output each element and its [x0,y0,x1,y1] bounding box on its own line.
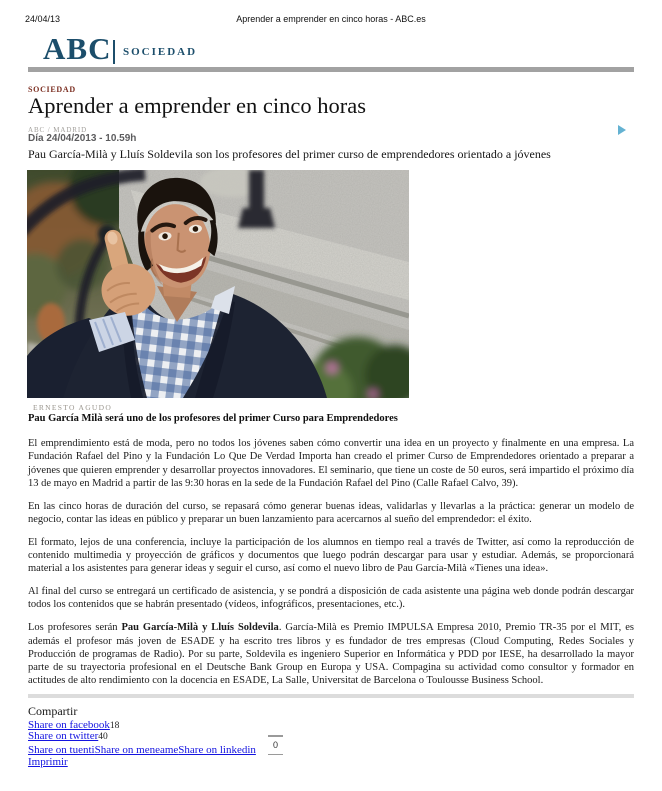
facebook-count: 18 [109,721,120,731]
professors-names: Pau García-Milà y Lluís Soldevila [121,622,279,634]
standfirst: Pau García-Milà y Lluís Soldevila son los profesores del primer curso de emprendedores orientado a jóvenes [28,147,551,161]
article-photo [27,170,409,398]
share-linkedin-link[interactable]: Share on linkedin [178,744,256,756]
article-body [28,437,634,697]
share-meneame-link[interactable]: Share on meneame [94,744,179,756]
share-twitter-link[interactable]: Share on twitter [28,730,99,742]
byline: ABC / MADRID [28,126,88,134]
abc-logo[interactable]: ABC [43,31,112,66]
photo-credit: ERNESTO AGUDO [33,403,113,412]
print-header-title: Aprender a emprender en cinco horas - ABC.es [236,14,426,24]
masthead-section-label: SOCIEDAD [123,46,198,58]
share-facebook-link[interactable]: Share on facebook [28,719,110,731]
body-paragraph: Al final del curso se entregará un certificado de asistencia, y se pondrá a disposición de cada asistente una página web donde podrán descargar todos los contenidos que se habrán presentado (vídeos, infográficos, presentaciones, etc.). [28,586,634,611]
share-twitter-row [28,731,108,743]
final-paragraph-prefix: Los profesores serán [28,622,122,634]
print-header-date: 24/04/13 [25,14,61,24]
masthead-rule [28,67,634,72]
share-label: Compartir [28,704,78,718]
share-tuenti-link[interactable]: Share on tuenti [28,744,95,756]
body-paragraph: El formato, lejos de una conferencia, incluye la participación de los alumnos en tiempo real a través de Twitter, así como la reproducción de contenido multimedia y proyección de gráficos y documentos que luego podrán descargar para usar y estudiar. Además, se proporcionará material a los asistentes para generar ideas y seguir el curso, así como el nuevo libro de Pau García-Milà «Tienes una idea». [28,536,634,575]
final-paragraph-rest: . García-Milà es Premio IMPULSA Empresa 2010, Premio TR-35 por el MIT, es además el profesor más joven de ESADE y ha escrito tres libros y es fundador de tres empresas (Cloud Computing, Redes Sociales y Producción de programas de Radio). Por su parte, Soldevila es ingeniero Superior en Informática y PDD por IESE, ha desarrollado la mayor parte de su trayectoria profesional en el Deutsche Bank Group en Europa y USA. Compagina su actividad como consultor y formador en actitudes de alto rendimiento con la docencia en ESADE, La Salle, Universitat de Barcelona o Toulousse Business School. [28,622,634,687]
print-link[interactable]: Imprimir [28,756,68,768]
twitter-count: 40 [98,732,108,742]
adchoices-icon[interactable] [618,125,626,135]
dateline: Día 24/04/2013 - 10.59h [28,133,137,144]
print-row [28,757,68,768]
share-other-row [28,745,256,756]
body-paragraph [28,621,634,687]
body-paragraph: El emprendimiento está de moda, pero no todos los jóvenes saben cómo convertir una idea en un proyecto y finalmente en una empresa. La Fundación Rafael del Pino y la Fundación Lo Que De Verdad Importa han creado el primer Curso de Emprendedores orientado a preparar a jóvenes que quieren emprender y desarrollar proyectos innovadores. El seminario, que tiene un coste de 50 euros, será impartido el próximo día 13 de mayo en Madrid a partir de las 9:30 horas en la sede de la Fundación Rafael del Pino (Calle Rafael Calvo, 39). [28,438,634,489]
share-counter: 0 [268,735,283,755]
section-kicker: SOCIEDAD [28,85,76,94]
body-paragraph: En las cinco horas de duración del curso, se repasará cómo generar buenas ideas, validarlas y llevarlas a la práctica: generar un modelo de negocio, contar las ideas en público y preparar un buen lanzamiento para acercarnos al sueño del emprendedor: el éxito. [28,500,634,525]
page-title: Aprender a emprender en cinco horas [28,93,366,118]
photo-caption: Pau García Milà será uno de los profesores del primer Curso para Emprendedores [28,413,398,424]
share-rule [28,694,634,698]
masthead-divider [113,40,115,64]
